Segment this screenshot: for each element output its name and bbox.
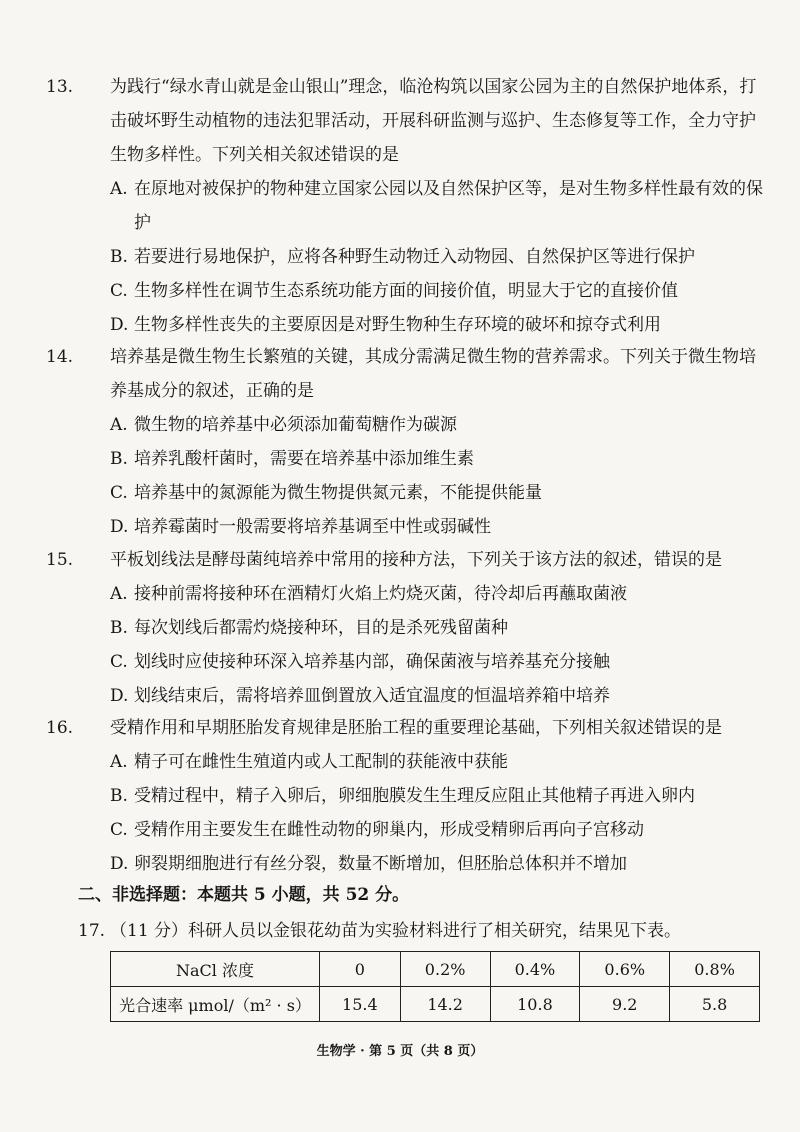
option-b: B. 受精过程中，精子入卵后，卵细胞膜发生生理反应阻止其他精子再进入卵内 <box>110 786 695 806</box>
table-cell: 0 <box>320 952 401 987</box>
option-b: B. 每次划线后都需灼烧接种环，目的是杀死残留菌种 <box>110 618 508 638</box>
table-cell: 0.2% <box>400 952 490 987</box>
option-a: A. 接种前需将接种环在酒精灯火焰上灼烧灭菌，待冷却后再蘸取菌液 <box>110 584 627 604</box>
question-stem: 培养基是微生物生长繁殖的关键，其成分需满足微生物的营养需求。下列关于微生物培养基成分的叙述，正确的是 <box>110 347 756 401</box>
options-list <box>110 408 763 544</box>
option-a: A. 在原地对被保护的物种建立国家公园以及自然保护区等，是对生物多样性最有效的保护 <box>110 179 763 233</box>
option-d: D. 卵裂期细胞进行有丝分裂，数量不断增加，但胚胎总体积并不增加 <box>110 854 627 874</box>
option-b: B. 若要进行易地保护，应将各种野生动物迁入动物园、自然保护区等进行保护 <box>110 247 695 267</box>
results-table <box>110 951 760 1022</box>
option-d: D. 培养霉菌时一般需要将培养基调至中性或弱碱性 <box>110 517 491 537</box>
question-stem: （11 分）科研人员以金银花幼苗为实验材料进行了相关研究，结果见下表。 <box>110 921 682 941</box>
table-row <box>111 952 760 987</box>
table-cell: 10.8 <box>490 987 580 1022</box>
question-15 <box>46 543 763 713</box>
options-list <box>110 577 763 713</box>
question-14 <box>46 340 763 544</box>
option-a: A. 精子可在雌性生殖道内或人工配制的获能液中获能 <box>110 752 508 772</box>
table-cell: 0.6% <box>580 952 670 987</box>
table-row-header: 光合速率 μmol/（m² · s） <box>111 987 320 1022</box>
options-list <box>110 172 763 342</box>
question-13 <box>46 70 763 342</box>
question-number: 13. <box>46 77 74 97</box>
option-d: D. 划线结束后，需将培养皿倒置放入适宜温度的恒温培养箱中培养 <box>110 686 610 706</box>
question-stem: 受精作用和早期胚胎发育规律是胚胎工程的重要理论基础，下列相关叙述错误的是 <box>110 718 722 738</box>
question-number: 14. <box>46 347 74 367</box>
question-stem: 为践行“绿水青山就是金山银山”理念，临沧构筑以国家公园为主的自然保护地体系，打击破坏野生动植物的违法犯罪活动，开展科研监测与巡护、生态修复等工作，全力守护生物多样性。下列关相关叙述错误的是 <box>110 77 757 165</box>
option-c: C. 培养基中的氮源能为微生物提供氮元素，不能提供能量 <box>110 483 542 503</box>
section-title: 二、非选择题：本题共 5 小题，共 52 分。 <box>78 885 410 905</box>
table-cell: 15.4 <box>320 987 401 1022</box>
option-a: A. 微生物的培养基中必须添加葡萄糖作为碳源 <box>110 415 457 435</box>
table-cell: 0.8% <box>670 952 760 987</box>
question-number: 17. <box>78 921 106 941</box>
table-row-header: NaCl 浓度 <box>111 952 320 987</box>
page-footer: 生物学 · 第 5 页（共 8 页） <box>316 1044 484 1059</box>
question-number: 15. <box>46 550 74 570</box>
option-c: C. 受精作用主要发生在雌性动物的卵巢内，形成受精卵后再向子宫移动 <box>110 820 644 840</box>
option-c: C. 划线时应使接种环深入培养基内部，确保菌液与培养基充分接触 <box>110 652 610 672</box>
option-d: D. 生物多样性丧失的主要原因是对野生物种生存环境的破坏和掠夺式利用 <box>110 315 661 335</box>
table-cell: 9.2 <box>580 987 670 1022</box>
table-cell: 5.8 <box>670 987 760 1022</box>
table-cell: 14.2 <box>400 987 490 1022</box>
option-b: B. 培养乳酸杆菌时，需要在培养基中添加维生素 <box>110 449 474 469</box>
option-c: C. 生物多样性在调节生态系统功能方面的间接价值，明显大于它的直接价值 <box>110 281 678 301</box>
table-cell: 0.4% <box>490 952 580 987</box>
table-row <box>111 987 760 1022</box>
question-17 <box>78 914 763 948</box>
options-list <box>110 745 763 881</box>
question-stem: 平板划线法是酵母菌纯培养中常用的接种方法，下列关于该方法的叙述，错误的是 <box>110 550 722 570</box>
question-number: 16. <box>46 718 74 738</box>
question-16 <box>46 711 763 881</box>
